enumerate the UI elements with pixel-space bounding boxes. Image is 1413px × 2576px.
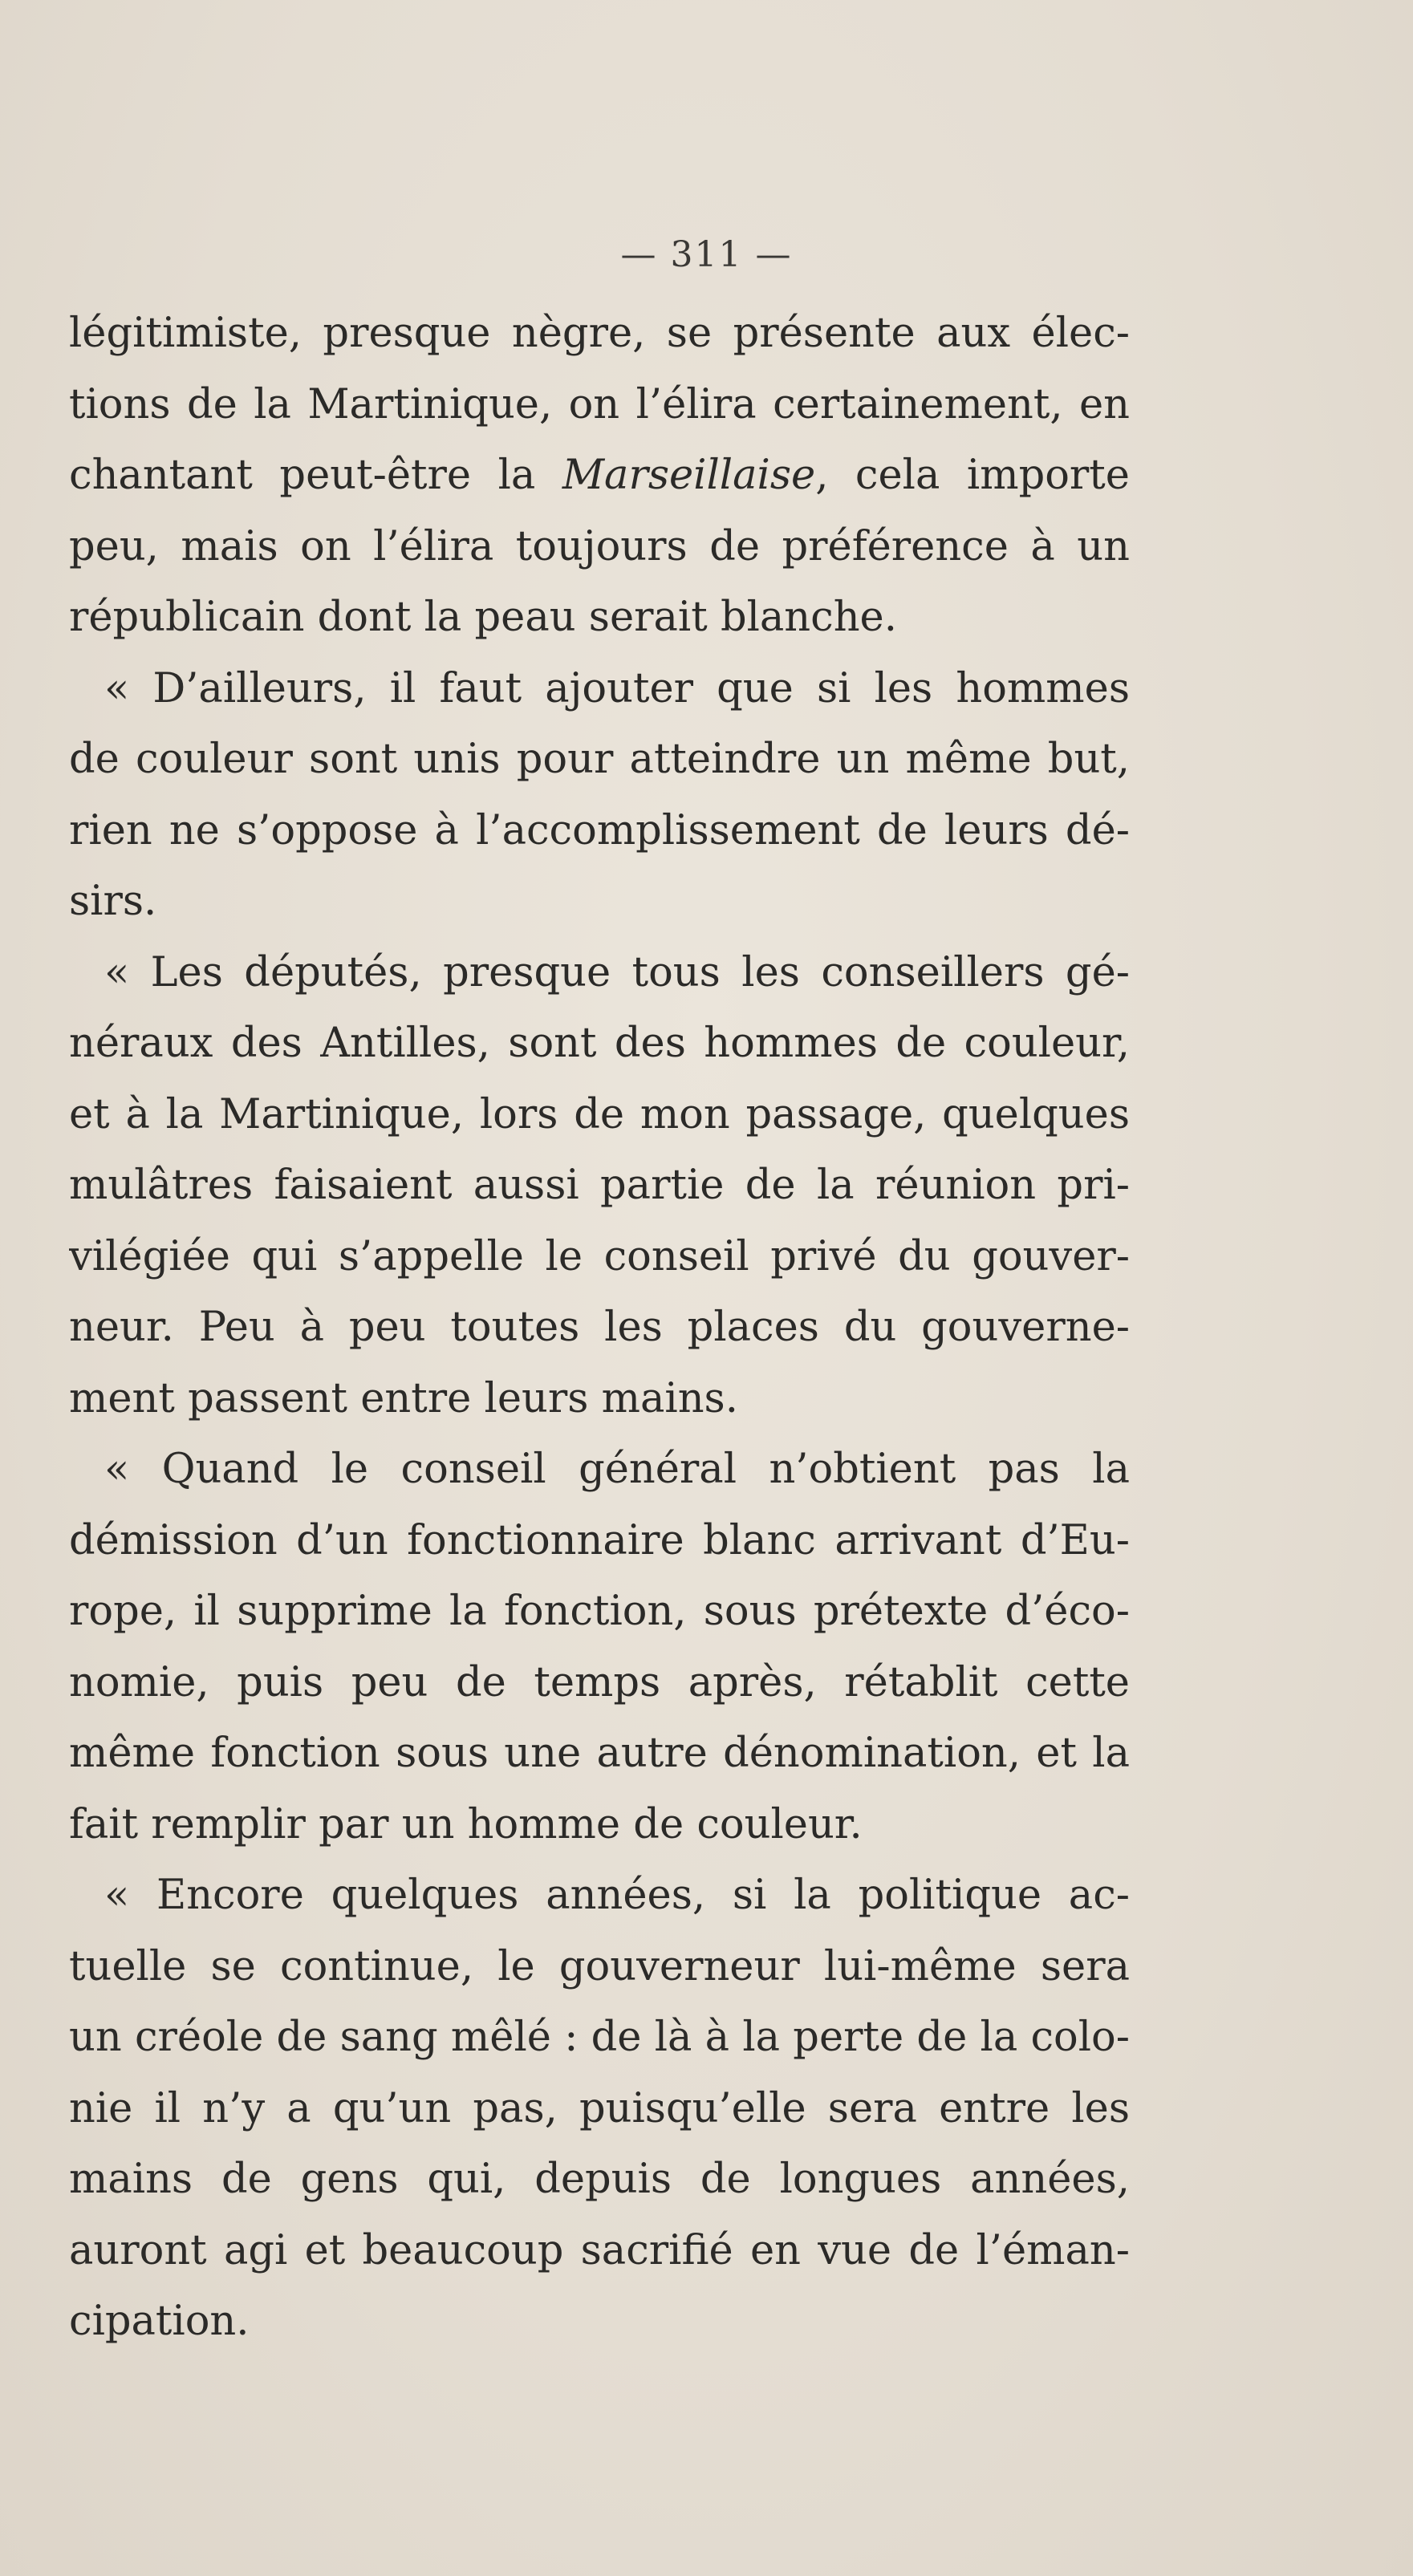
- text-line: tions de la Martinique, on l’élira certainement, en: [69, 380, 1130, 428]
- text-line: ment passent entre leurs mains.: [69, 1374, 738, 1422]
- text-line: rope, il supprime la fonction, sous prétexte d’éco-: [69, 1588, 1130, 1635]
- text-line: mulâtres faisaient aussi partie de la réunion pri-: [69, 1162, 1130, 1209]
- text-line: cipation.: [69, 2298, 250, 2345]
- text-line: « Encore quelques années, si la politique ac-: [104, 1872, 1130, 1919]
- text-line: néraux des Antilles, sont des hommes de couleur,: [69, 1020, 1130, 1067]
- text-line: et à la Martinique, lors de mon passage, quelques: [69, 1090, 1130, 1138]
- body-text: [69, 298, 1130, 2358]
- italic-title: Marseillaise: [562, 452, 816, 499]
- text-line: nie il n’y a qu’un pas, puisqu’elle sera entre les: [69, 2084, 1130, 2132]
- text-line: « Les députés, presque tous les conseillers gé-: [104, 948, 1130, 996]
- text-line: « D’ailleurs, il faut ajouter que si les hommes: [104, 664, 1130, 712]
- text-line: légitimiste, presque nègre, se présente aux élec-: [69, 310, 1130, 357]
- text-line: vilégiée qui s’appelle le conseil privé du gouver-: [69, 1232, 1130, 1280]
- text-line: un créole de sang mêlé : de là à la perte de la colo-: [69, 2014, 1130, 2061]
- text-line: « Quand le conseil général n’obtient pas la: [104, 1446, 1130, 1493]
- page-number: — 311 —: [620, 234, 793, 275]
- text-line: mains de gens qui, depuis de longues années,: [69, 2156, 1130, 2203]
- text-line: de couleur sont unis pour atteindre un même but,: [69, 736, 1130, 783]
- text-line: neur. Peu à peu toutes les places du gouverne-: [69, 1304, 1130, 1351]
- text-line: chantant peut-être la Marseillaise, cela importe: [69, 452, 1130, 499]
- text-line: tuelle se continue, le gouverneur lui-même sera: [69, 1942, 1130, 1990]
- text-line: rien ne s’oppose à l’accomplissement de leurs dé-: [69, 806, 1130, 854]
- text-line: nomie, puis peu de temps après, rétablit cette: [69, 1658, 1130, 1706]
- text-line: même fonction sous une autre dénomination, et la: [69, 1730, 1130, 1777]
- text-line: sirs.: [69, 878, 157, 925]
- text-line: auront agi et beaucoup sacrifié en vue de l’éman-: [69, 2226, 1130, 2274]
- text-line: républicain dont la peau serait blanche.: [69, 594, 897, 641]
- text-line: démission d’un fonctionnaire blanc arrivant d’Eu-: [69, 1516, 1130, 1564]
- text-line: fait remplir par un homme de couleur.: [69, 1800, 863, 1848]
- text-line: peu, mais on l’élira toujours de préférence à un: [69, 522, 1130, 570]
